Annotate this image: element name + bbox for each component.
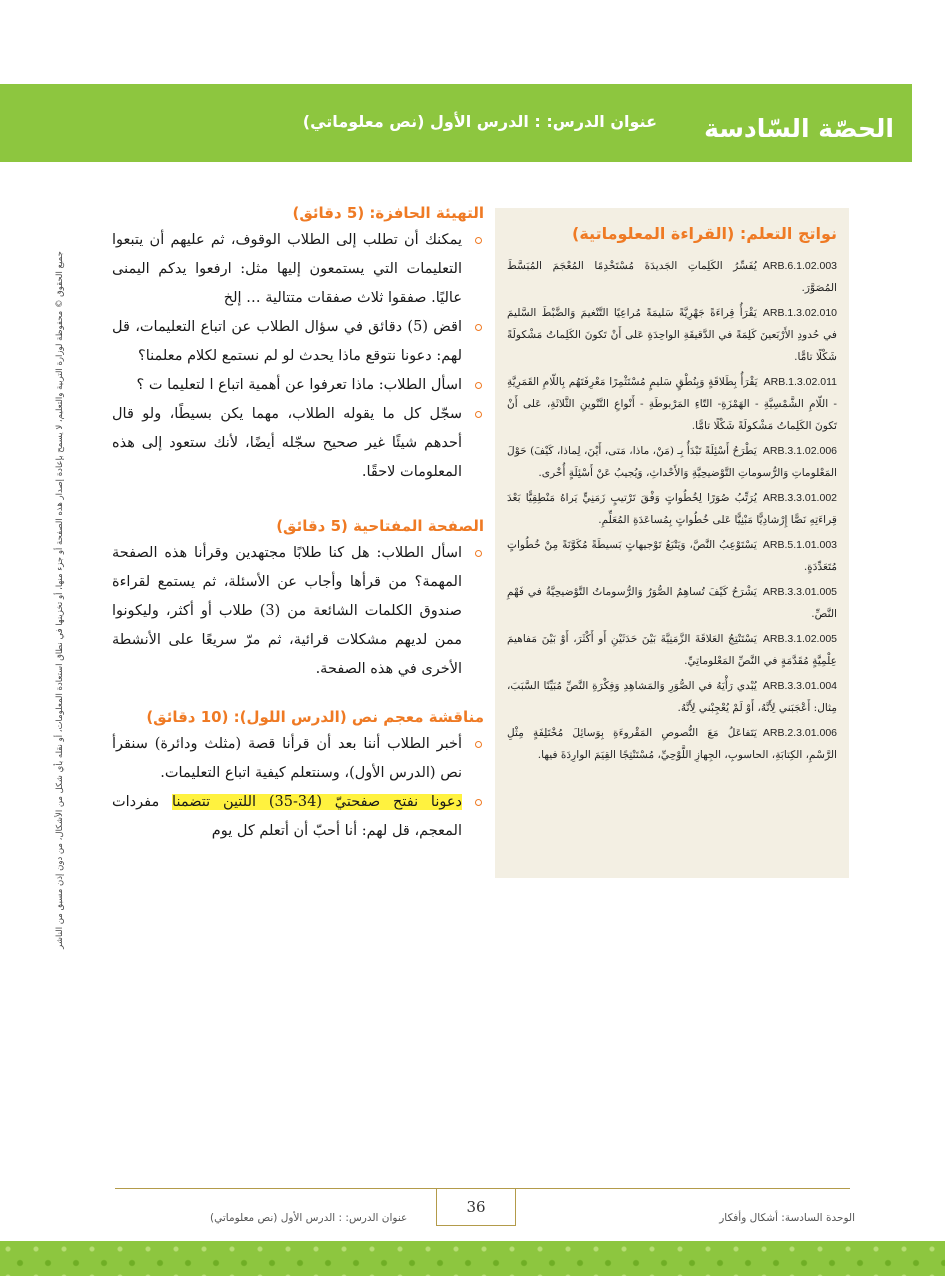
list-item: أخبر الطلاب أننا بعد أن قرأنا قصة (مثلث ودائرة) سنقرأ نص (الدرس الأول)، وسنتعلم كيفية اتباع التعليمات. — [112, 730, 484, 788]
copyright-note: جميع الحقوق © محفوظة لوزارة التربية والتعليم، لا يسمح بإعادة إصدار هذه الصفحة أو جزء منها، أو تخزينها في نطاق استعادة المعلومات، أو نقله بأي شكل من الأشكال، من دون إذن مسبق من الناشر — [55, 251, 65, 949]
page-number: 36 — [436, 1188, 516, 1226]
footer-unit-title: الوحدة السادسة: أشكال وأفكار — [719, 1212, 855, 1224]
outcome-item — [507, 722, 837, 766]
outcome-code: ARB.5.1.01.003 — [762, 539, 837, 551]
outcome-text: يَقْرَأُ بِطَلاقَةٍ وَبِنُطْقٍ سَليمٍ مُسْتَثْمِرًا مَعْرِفَتَهُم بِاللّامِ القَمَرِيَّةِ - اللّامِ الشَّمْسِيَّةِ - الهَمْزَةِ- التّاءِ المَرْبوطَةِ - أَنْواعِ التَّنْوينِ الثَّلاثَةِ، عَلى أَنْ تَكونَ الكَلِماتُ مَشْكولَةً شَكْلًا تامًّا. — [507, 376, 837, 432]
outcome-item — [507, 371, 837, 437]
opening-page-title: الصفحة المفتاحية (5 دقائق) — [276, 517, 484, 535]
lesson-header-band — [0, 84, 912, 162]
outcome-code: ARB.3.1.02.005 — [762, 633, 837, 645]
outcome-code: ARB.2.3.01.006 — [762, 727, 837, 739]
list-item — [112, 788, 484, 846]
list-item-text: مفردات المعجم، قل لهم: أنا أحبّ أن أتعلم كل يوم — [112, 794, 462, 839]
list-item: اقض (5) دقائق في سؤال الطلاب عن اتباع التعليمات، قل لهم: دعونا نتوقع ماذا يحدث لو لم نستمع لكلام معلمنا؟ — [112, 313, 484, 371]
warmup-title: التهيئة الحافزة: (5 دقائق) — [292, 204, 484, 222]
list-item: اسأل الطلاب: ماذا تعرفوا عن أهمية اتباع ا لتعليما ت ؟ — [112, 371, 484, 400]
outcome-text: يُفَسِّرُ الكَلِماتِ الجَديدَةَ مُسْتَخْدِمًا المُعْجَمَ المُبَسَّطَ المُصَوَّرَ. — [507, 260, 837, 294]
footer-lesson-title: عنوان الدرس: : الدرس الأول (نص معلوماتي) — [210, 1212, 408, 1224]
outcome-text: يُبْدي رَأْيَهُ في الصُّوَرِ وَالمَشاهِدِ وَفِكْرَةِ النَّصِّ مُبَيِّنًا السَّبَبَ، مِثال: أَعْجَبَني لِأَنَّهُ، أَوْ لَمْ يُعْجِبْني لِأَنَّهُ. — [507, 680, 837, 714]
highlighted-text: دعونا نفتح صفحتيّ (34-35) اللتين تتضمنا — [172, 794, 462, 810]
outcomes-title: نواتج التعلم: (القراءة المعلوماتية) — [572, 224, 837, 243]
warmup-list — [112, 226, 484, 487]
dictionary-list — [112, 730, 484, 846]
list-item: يمكنك أن تطلب إلى الطلاب الوقوف، ثم عليهم أن يتبعوا التعليمات التي يستمعون إليها مثل: ارفعوا يدكم اليمنى عاليًا. صفقوا ثلاث صفقات متتالية … إلخ — [112, 226, 484, 313]
outcome-text: يَقْرَأُ قِراءَةً جَهْرِيَّةً سَليمَةً مُراعِيًا التَّنْغيمَ وَالضَّبْطَ السَّليمَ في حُدودِ الأَرْبَعينَ كَلِمَةً في الدَّقيقَةِ الواحِدَةِ عَلى أَنْ تَكونَ الكَلِماتُ مَشْكولَةً شَكْلًا تامًّا. — [507, 307, 837, 363]
decorative-pattern-strip — [0, 1241, 945, 1276]
outcome-text: يَتَفاعَلُ مَعَ النُّصوصِ المَقْروءَةِ بِوَسائِلَ مُخْتَلِفَةٍ مِثْلِ الرَّسْمِ، الكِتابَةِ، الحاسوبِ، الجِهازِ اللَّوْحِيِّ، مُسْتَنْتِجًا القِيَمَ الوارِدَةَ فيها. — [507, 727, 837, 761]
outcome-text: يُرَتِّبُ صُوَرًا لِخُطُواتٍ وَفْقَ تَرْتيبٍ زَمَنِيٍّ يَراهُ مَنْطِقِيًّا بَعْدَ قِراءَتِهِ نَصًّا إِرْشادِيًّا مَبْنِيًّا عَلى خُطُواتٍ بِمُساعَدَةِ المُعَلِّمِ. — [507, 492, 837, 526]
outcome-item — [507, 628, 837, 672]
opening-page-list — [112, 539, 484, 684]
outcome-item — [507, 302, 837, 368]
outcome-text: يَسْتَنْتِجُ العَلاقَةَ الزَّمَنِيَّةَ بَيْنَ حَدَثَيْنِ أَو أَكْثَرَ، أَوْ بَيْنَ مَفاهيمَ عِلْمِيَّةٍ مُقَدَّمَةٍ في النَّصِّ المَعْلوماتِيِّ. — [507, 633, 837, 667]
dictionary-title: مناقشة معجم نص (الدرس اللول): (10 دقائق) — [146, 708, 484, 726]
outcome-code: ARB.1.3.02.011 — [763, 376, 837, 388]
outcome-code: ARB.3.1.02.006 — [762, 445, 837, 457]
list-item: اسأل الطلاب: هل كنا طلابًا مجتهدين وقرأنا هذه الصفحة المهمة؟ من قرأها وأجاب عن الأسئلة، ثم يستمع لقراءة صندوق الكلمات الشائعة من (3) طلاب أو أكثر، وليكونوا ممن لديهم مشكلات قرائية، ثم مرّ سريعًا على الأنشطة الأخرى في هذه الصفحة. — [112, 539, 484, 684]
learning-outcomes-panel — [495, 208, 849, 878]
outcome-item — [507, 675, 837, 719]
outcome-item — [507, 440, 837, 484]
outcome-code: ARB.3.3.01.004 — [762, 680, 837, 692]
outcome-code: ARB.1.3.02.010 — [762, 307, 837, 319]
outcome-code: ARB.3.3.01.002 — [762, 492, 837, 504]
lesson-number-title: الحصّة السّادسة — [704, 114, 894, 143]
list-item: سجّل كل ما يقوله الطلاب، مهما يكن بسيطًا، ولو قال أحدهم شيئًا غير صحيح سجّله أيضًا، لأنك ستعود إلى هذه المعلومات لاحقًا. — [112, 400, 484, 487]
outcome-item — [507, 534, 837, 578]
outcome-item — [507, 487, 837, 531]
outcomes-list — [507, 255, 837, 766]
lesson-title: عنوان الدرس: : الدرس الأول (نص معلوماتي) — [302, 112, 657, 131]
outcome-code: ARB.3.3.01.005 — [762, 586, 837, 598]
activities-column — [112, 204, 484, 846]
outcome-item — [507, 581, 837, 625]
outcome-text: يَسْتَوْعِبُ النَّصَّ، وَيَتْبَعُ تَوْجيهاتٍ بَسيطَةً مُكَوَّنَةً مِنْ خُطُواتٍ مُتَعَدِّدَةٍ. — [507, 539, 837, 573]
outcome-text: يَشْرَحُ كَيْفَ تُساهِمُ الصُّوَرُ وَالرُّسوماتُ التَّوْضيحِيَّةُ في فَهْمِ النَّصِّ. — [507, 586, 837, 620]
outcome-code: ARB.6.1.02.003 — [762, 260, 837, 272]
outcome-text: يَطْرَحُ أَسْئِلَةً تَبْدَأُ بِـ (مَنْ، ماذا، مَتى، أَيْنَ، لِماذا، كَيْفَ) حَوْلَ المَعْلوماتِ وَالرُّسوماتِ التَّوْضيحِيَّةِ وَالأَحْداثِ، وَيُجيبُ عَنْ أَسْئِلَةٍ أُخْرى. — [507, 445, 837, 479]
outcome-item — [507, 255, 837, 299]
